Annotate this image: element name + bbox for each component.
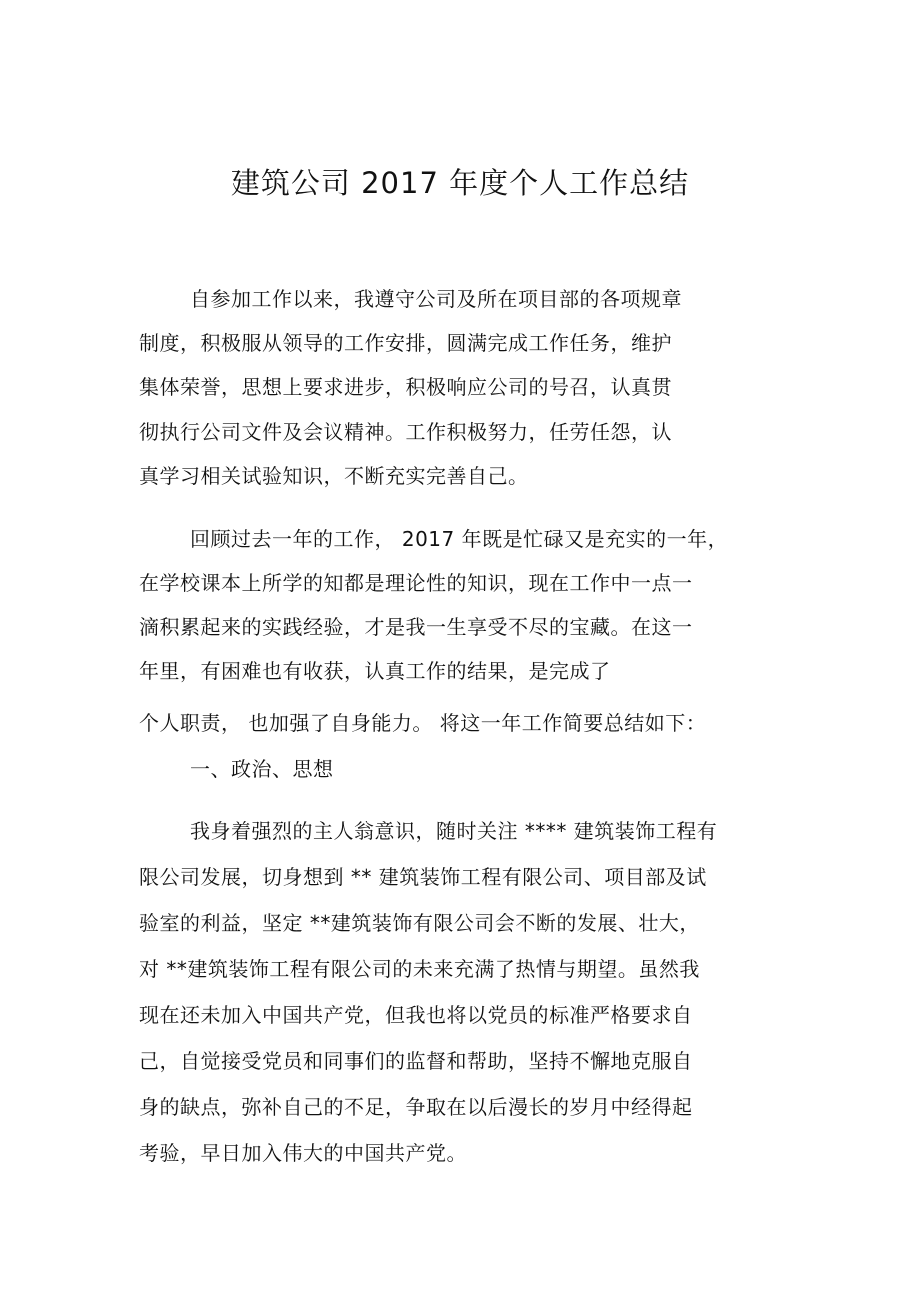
paragraph-2-line-1: 回顾过去一年的工作， 2017 年既是忙碌又是充实的一年， [190,527,729,551]
document-title: 建筑公司 2017 年度个人工作总结 [230,166,690,200]
paragraph-3-line-6: 己，自觉接受党员和同事们的监督和帮助，坚持不懈地克服自 [139,1049,693,1073]
paragraph-3-line-8: 考验，早日加入伟大的中国共产党。 [139,1141,467,1165]
section-heading-politics: 一、政治、思想 [190,757,334,781]
paragraph-3-line-7: 身的缺点，弥补自己的不足，争取在以后漫长的岁月中经得起 [139,1095,693,1119]
paragraph-1-line-5: 真学习相关试验知识，不断充实完善自己。 [139,464,529,488]
paragraph-1-line-1: 自参加工作以来，我遵守公司及所在项目部的各项规章 [190,287,682,311]
paragraph-3-line-5: 现在还未加入中国共产党，但我也将以党员的标准严格要求自 [139,1003,693,1027]
paragraph-2-line-3: 滴积累起来的实践经验，才是我一生享受不尽的宝藏。在这一 [139,615,693,639]
paragraph-3-line-3: 验室的利益，坚定 **建筑装饰有限公司会不断的发展、壮大， [139,911,700,935]
paragraph-1-line-4: 彻执行公司文件及会议精神。工作积极努力，任劳任怨，认 [139,420,672,444]
paragraph-2-line-5: 个人职责， 也加强了自身能力。 将这一年工作简要总结如下： [139,711,707,735]
paragraph-3-line-4: 对 **建筑装饰工程有限公司的未来充满了热情与期望。虽然我 [139,957,700,981]
paragraph-3-line-1: 我身着强烈的主人翁意识，随时关注 **** 建筑装饰工程有 [190,819,718,843]
paragraph-2-line-2: 在学校课本上所学的知都是理论性的知识，现在工作中一点一 [139,571,693,595]
paragraph-2-line-4: 年里，有困难也有收获，认真工作的结果，是完成了 [139,659,611,683]
paragraph-1-line-3: 集体荣誉，思想上要求进步，积极响应公司的号召，认真贯 [139,375,672,399]
paragraph-3-line-2: 限公司发展，切身想到 ** 建筑装饰工程有限公司、项目部及试 [139,865,707,889]
paragraph-1-line-2: 制度，积极服从领导的工作安排，圆满完成工作任务，维护 [139,331,672,355]
